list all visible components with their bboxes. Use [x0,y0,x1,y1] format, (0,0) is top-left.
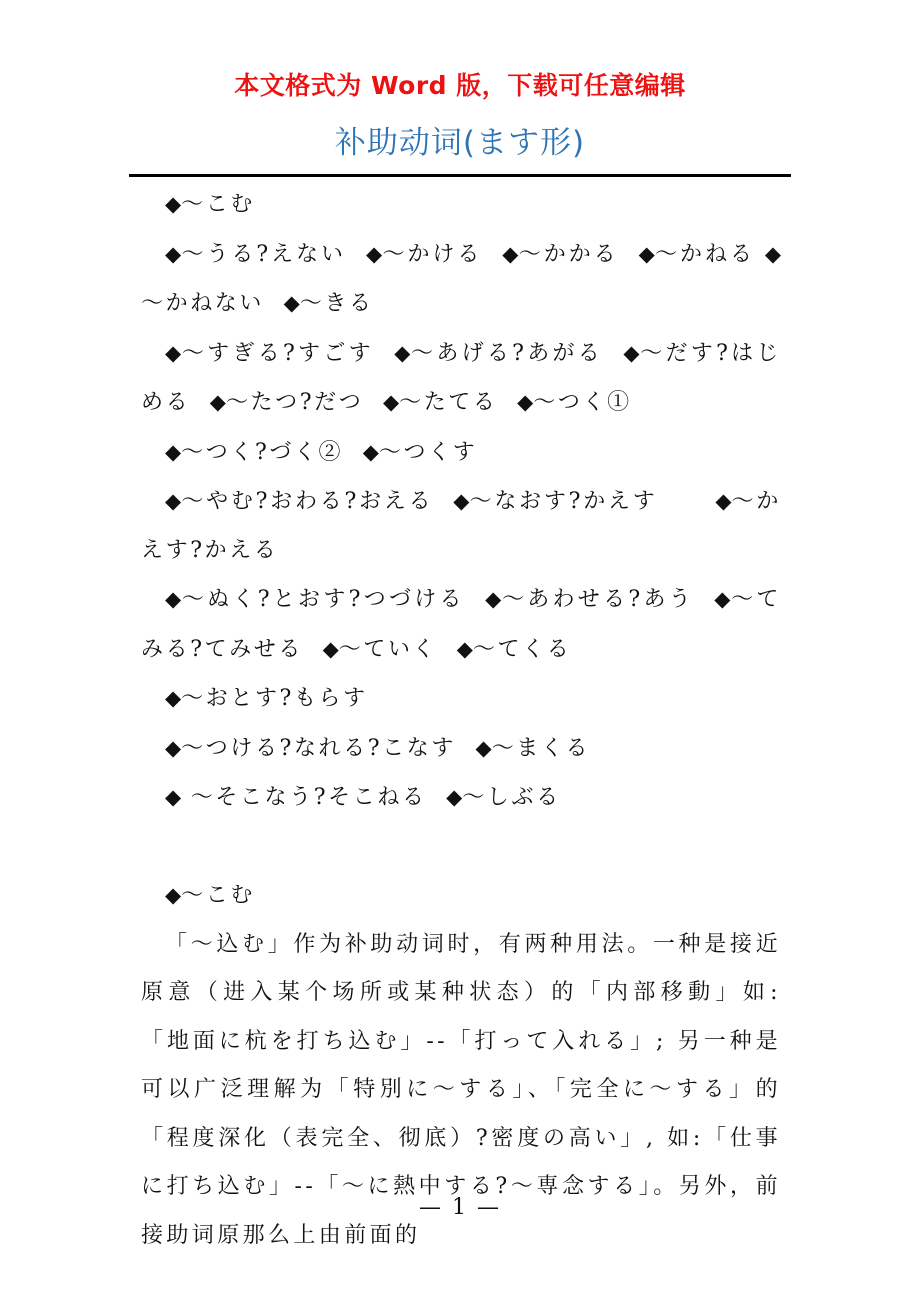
index-item: ◆～かねる [638,241,755,267]
index-item: ◆～すぎる?すごす [165,340,374,366]
index-item: ◆～しぶる [446,785,561,810]
diamond-icon: ◆ [165,241,182,266]
index-item: ◆～たてる [382,390,498,415]
page-number: — 1 — [419,1195,501,1220]
page-title: 补助动词(ます形) [334,125,586,161]
diamond-icon: ◆ [165,340,182,365]
diamond-icon: ◆ [485,587,502,611]
title-divider [129,174,791,177]
index-item: ◆～おとす?もらす [165,686,368,711]
diamond-icon: ◆ [638,241,656,266]
index-item: ◆～うる?えない [165,241,347,267]
index-item: ◆～かねない [141,241,782,316]
index-item: ◆～だす?はじめる [141,340,782,415]
diamond-icon: ◆ [517,390,534,414]
index-paragraph [141,428,781,478]
diamond-icon: ◆ [365,241,383,266]
index-item: ◆～かえす?かえる [141,489,782,563]
index-item: ◆～きる [283,291,374,316]
index-item: ◆～まくる [475,735,591,761]
diamond-icon: ◆ [362,439,379,464]
diamond-icon: ◆ [165,192,182,216]
index-paragraph [141,724,781,774]
index-item: ◆～あげる?あがる [394,340,604,366]
blank-line [141,823,781,872]
diamond-icon: ◆ [165,489,182,513]
diamond-icon: ◆ [714,587,732,611]
index-item: ◆～やむ?おわる?おえる [165,489,434,514]
index-item: ◆～ぬく?とおす?つづける [165,587,465,612]
diamond-icon: ◆ [623,340,641,365]
index-item: ◆～あわせる?あう [485,587,695,612]
index-item: ◆～かかる [502,241,619,267]
diamond-icon: ◆ [475,735,492,760]
index-item: ◆～てくる [456,636,572,662]
index-item: ◆～たつ?だつ [209,390,364,415]
document-body [141,180,781,1260]
index-item: ◆～てみる?てみせる [141,587,782,662]
index-paragraph [141,230,781,329]
diamond-icon: ◆ [453,489,470,513]
index-item: ◆～なおす?かえす [453,489,658,514]
index-paragraph [141,575,781,674]
index-paragraph [141,773,781,823]
diamond-icon: ◆ [502,241,519,266]
index-item: ◆～ていく [322,636,438,662]
index-paragraph [141,477,781,575]
diamond-icon: ◆ [764,241,782,266]
diamond-icon: ◆ [165,439,182,464]
index-paragraph [141,674,781,724]
diamond-icon: ◆ [382,390,400,414]
editable-notice-banner: 本文格式为 Word 版，下载可任意编辑 [234,71,686,100]
diamond-icon: ◆ [283,291,300,315]
diamond-icon: ◆ [165,735,182,760]
diamond-icon: ◆ [165,883,182,907]
diamond-icon: ◆ [165,686,182,710]
diamond-icon: ◆ [165,785,182,809]
section-body: 「～込む」作为补助动词时，有两种用法。一种是接近原意（进入某个场所或某种状态）的「内部移動」如:「地面に杭を打ち込む」--「打って入れる」; 另一种是可以广泛理解为「特別に～する」、「完全に～する」的「程度深化（表完全、彻底）?密度の高い」, 如:「仕事に打ち込む」--「～に熱中する?～専念する」。另外，前接助词原那么上由前面的 [141,931,781,1248]
diamond-icon: ◆ [165,587,182,611]
index-item: ◆～かける [365,241,483,267]
index-item: ◆～こむ [165,192,255,217]
index-item: ◆ ～そこなう?そこねる [165,785,427,810]
diamond-icon: ◆ [456,636,473,661]
index-item: ◆～つける?なれる?こなす [165,735,456,761]
index-item: ◆～つくす [362,439,478,465]
diamond-icon: ◆ [715,489,732,513]
index-paragraph [141,329,781,428]
index-paragraph [141,180,781,230]
index-item: ◆～つく?づく② [165,439,344,465]
diamond-icon: ◆ [209,390,226,414]
index-item: ◆～つく① [517,390,632,415]
diamond-icon: ◆ [446,785,463,809]
diamond-icon: ◆ [394,340,412,365]
section-heading: ◆～こむ [165,883,255,908]
diamond-icon: ◆ [322,636,339,661]
